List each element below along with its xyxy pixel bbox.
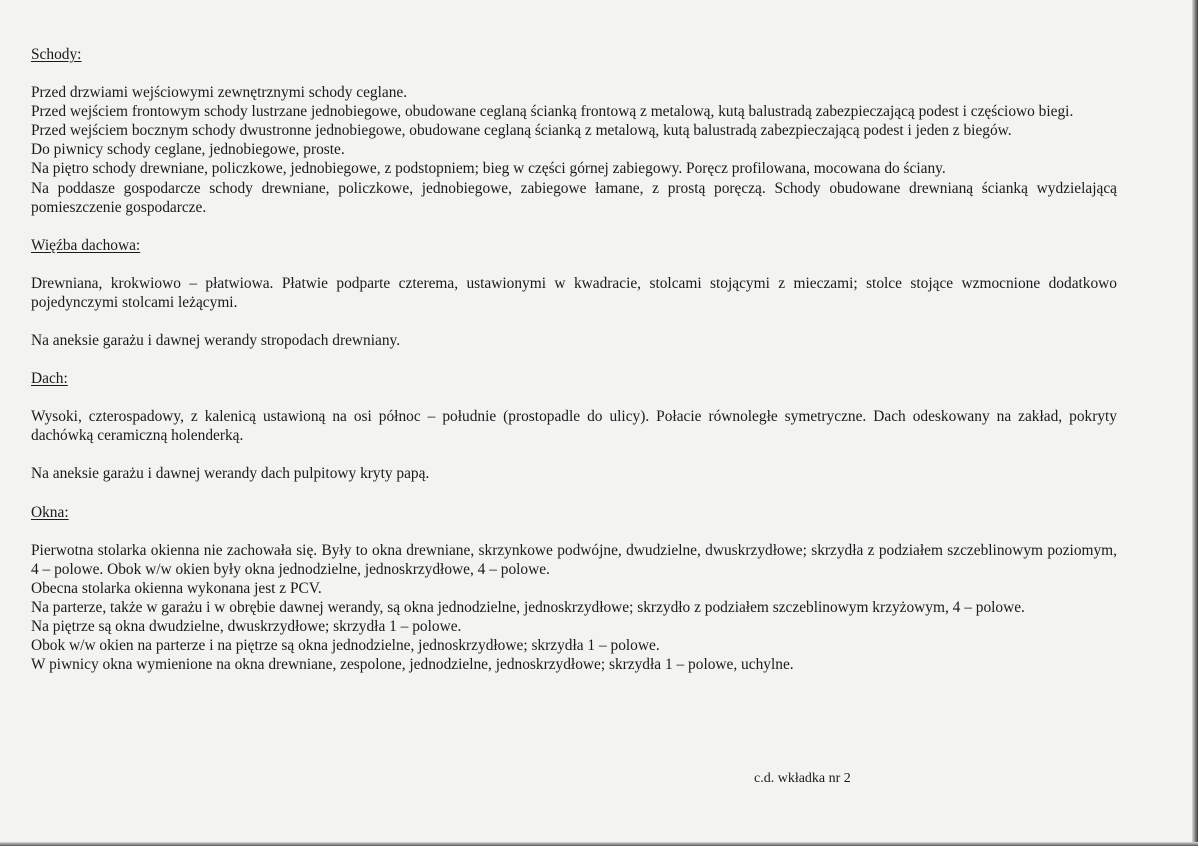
scan-edge-right: [1192, 0, 1198, 846]
schody-line: Przed wejściem frontowym schody lustrzane jednobiegowe, obudowane ceglaną ścianką frontową z metalową, kutą balustradą zabezpieczającą podest i częściowo biegi.: [31, 103, 1074, 121]
scan-edge-bottom: [0, 842, 1198, 846]
section-heading-schody: Schody:: [31, 46, 82, 63]
okna-line: Na parterze, także w garażu i w obrębie dawnej werandy, są okna jednodzielne, jednoskrzydłowe; skrzydło z podziałem szczeblinowym krzyżowym, 4 – polowe.: [31, 598, 1025, 616]
schody-line: Do piwnicy schody ceglane, jednobiegowe, proste.: [31, 141, 345, 159]
section-heading-okna: Okna:: [31, 503, 69, 521]
section-heading-dach: Dach:: [31, 370, 68, 388]
okna-line: Na piętrze są okna dwudzielne, dwuskrzydłowe; skrzydła 1 – polowe.: [31, 617, 462, 635]
wiezba-paragraph-2: Na aneksie garażu i dawnej werandy stropodach drewniany.: [31, 332, 401, 350]
section-heading-wiezba: Więźba dachowa:: [31, 236, 141, 254]
okna-line: Obecna stolarka okienna wykonana jest z PCV.: [31, 579, 322, 597]
document-body: [31, 45, 1117, 674]
dach-paragraph-1: Wysoki, czterospadowy, z kalenicą ustawioną na osi północ – południe (prostopadle do ulicy). Połacie równoległe symetryczne. Dach odeskowany na zakład, pokryty dachówką ceramiczną holenderką.: [31, 408, 1117, 445]
schody-line: Przed drzwiami wejściowymi zewnętrznymi schody ceglane.: [31, 84, 408, 102]
schody-line: Na piętro schody drewniane, policzkowe, jednobiegowe, z podstopniem; bieg w części górnej zabiegowy. Poręcz profilowana, mocowana do ściany.: [31, 160, 946, 178]
schody-line: Na poddasze gospodarcze schody drewniane, policzkowe, jednobiegowe, zabiegowe łamane, z prostą poręczą. Schody obudowane drewnianą ścianką wydzielającą pomieszczenie gospodarcze.: [31, 179, 1117, 216]
okna-line: W piwnicy okna wymienione na okna drewniane, zespolone, jednodzielne, jednoskrzydłowe; skrzydła 1 – polowe, uchylne.: [31, 656, 794, 674]
okna-line: Pierwotna stolarka okienna nie zachowała się. Były to okna drewniane, skrzynkowe podwójne, dwudzielne, dwuskrzydłowe; skrzydła z podziałem szczeblinowym poziomym, 4 – polowe. Obok w/w okien były okna jednodzielne, jednoskrzydłowe, 4 – polowe.: [31, 541, 1117, 578]
continuation-note: c.d. wkładka nr 2: [754, 771, 851, 786]
dach-paragraph-2: Na aneksie garażu i dawnej werandy dach pulpitowy kryty papą.: [31, 465, 430, 483]
wiezba-paragraph-1: Drewniana, krokwiowo – płatwiowa. Płatwie podparte czterema, ustawionymi w kwadracie, stolcami stojącymi z mieczami; stolce stojące wzmocnione dodatkowo pojedynczymi stolcami leżącymi.: [31, 274, 1117, 311]
okna-line: Obok w/w okien na parterze i na piętrze są okna jednodzielne, jednoskrzydłowe; skrzydła 1 – polowe.: [31, 637, 660, 655]
schody-line: Przed wejściem bocznym schody dwustronne jednobiegowe, obudowane ceglaną ścianką z metalową, kutą balustradą zabezpieczającą podest i jeden z biegów.: [31, 122, 1012, 140]
